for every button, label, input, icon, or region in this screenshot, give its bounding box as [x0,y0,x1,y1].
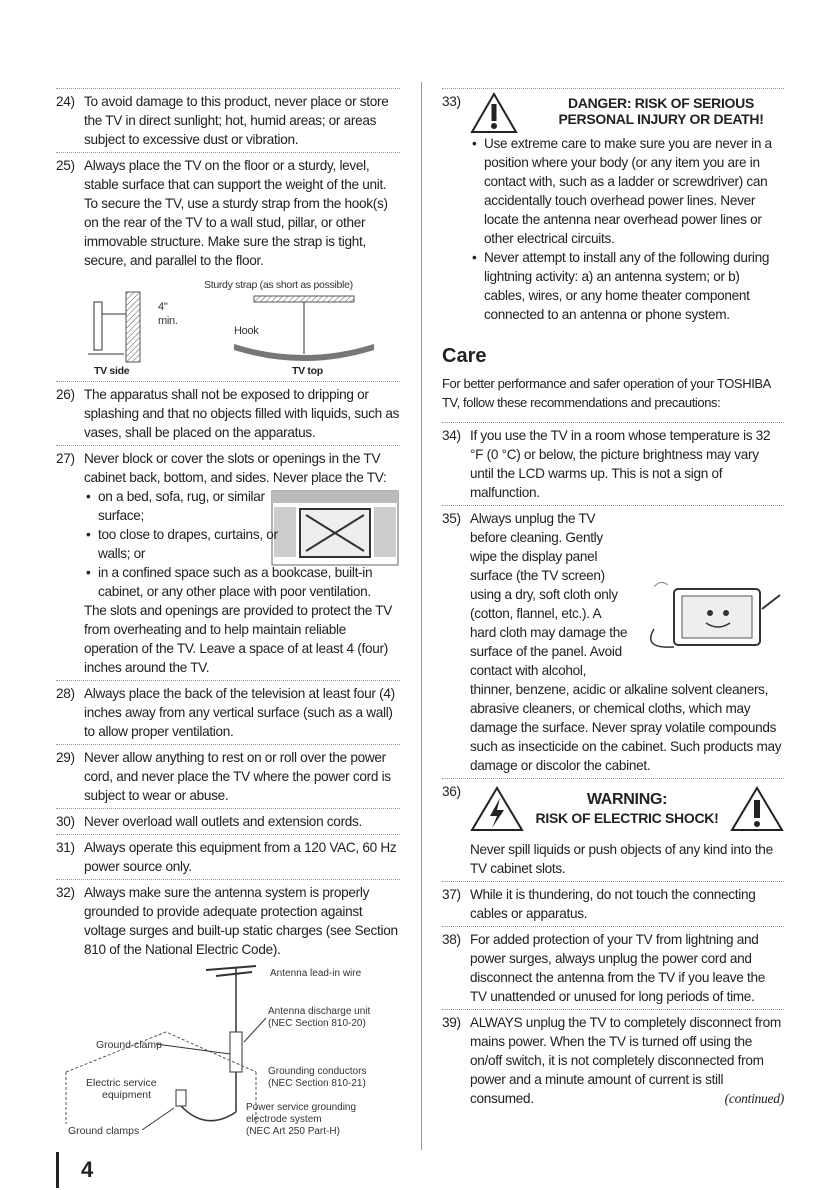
item-35 [442,505,784,778]
svg-text:equipment: equipment [102,1089,152,1101]
bullet-item: • on a bed, sofa, rug, or similar surface; [84,487,278,525]
item-number: 34) [442,428,461,443]
item-number: 26) [56,387,75,402]
item-number: 25) [56,158,75,173]
svg-text:Hook: Hook [234,325,259,337]
item-number: 24) [56,94,75,109]
discharge-unit-icon [230,1032,242,1072]
item-number: 37) [442,887,461,902]
item-text: Always operate this equipment from a 120 VAC, 60 Hz power source only. [84,840,397,874]
item-text: Never overload wall outlets and extension cords. [84,814,363,829]
item-29 [56,744,400,808]
item-text: Always place the TV on the floor or a sturdy, level, stable surface that can support the weight of the unit. To secure the TV, use a sturdy strap from the hook(s) on the rear of the TV to a wall stud, pillar, or other immovable structure. Make sure the strap is tight, secure, and parallel to the floor. [84,158,388,268]
bullet-item: • Never attempt to install any of the following during lightning activity: a) an antenna system; or b) cables, wires, or any home theater component connected to an antenna or phone system. [470,248,784,324]
wall-icon [126,292,140,362]
svg-text:(NEC Art 250 Part-H): (NEC Art 250 Part-H) [246,1126,340,1137]
item-31 [56,834,400,879]
item-text: While it is thundering, do not touch the connecting cables or apparatus. [470,887,756,921]
item-number: 28) [56,686,75,701]
care-intro: For better performance and safer operation of your TOSHIBA TV, follow these recommendations and precautions: [442,376,771,410]
item-text: Always place the back of the television at least four (4) inches away from any vertical surface (such as a wall) to allow proper ventilation. [84,686,395,739]
svg-text:(NEC Section 810-20): (NEC Section 810-20) [268,1018,366,1029]
item-38 [442,926,784,1009]
warning-exclamation-icon [730,786,784,832]
item-text: To avoid damage to this product, never place or store the TV in direct sunlight; hot, humid areas; or areas subject to excessive dust or vibration. [84,94,389,147]
wall-top-icon [254,296,354,302]
item-text: Never allow anything to rest on or roll over the power cord, and never place the TV where the power cord is subject to wear or abuse. [84,750,391,803]
item-26 [56,381,400,445]
item-text: The slots and openings are provided to protect the TV from overheating and to help maintain reliable operation of the TV. Leave a space of at least 4 (four) inches around the TV. [84,603,393,675]
item-number: 35) [442,511,461,526]
item-text: Always make sure the antenna system is properly grounded to provide adequate protection against voltage surges and built-up static charges (see Section 810 of the National Electric Code). [84,885,398,957]
item-27 [56,445,400,680]
svg-text:min.: min. [158,315,178,327]
svg-text:Grounding conductors: Grounding conductors [268,1066,367,1077]
item-number: 39) [442,1015,461,1030]
item-28 [56,680,400,744]
tv-side-icon [94,302,102,350]
item-36 [442,778,784,881]
bullet-item: • Use extreme care to make sure you are never in a position where your body (or any item you are in contact with, such as a ladder or screwdriver) can accidentally touch overhead power lines. Never locate the antenna near overhead power lines or other electrical circuits. [470,134,784,248]
item-39 [442,1009,784,1111]
danger-triangle-icon [470,92,518,134]
item-text: The apparatus shall not be exposed to dripping or splashing and that no objects filled with liquids, such as vases, shall be placed on the apparatus. [84,387,400,440]
item-33 [442,88,784,327]
left-column [56,88,400,1140]
care-heading: Care [442,345,487,367]
item-number: 33) [442,94,461,109]
item-24 [56,88,400,152]
item-text: For added protection of your TV from lightning and power surges, always unplug the power cord and disconnect the antenna from the TV if you leave the TV unattended or unused for long periods of time. [470,932,766,1004]
svg-text:Ground clamps: Ground clamps [68,1125,140,1137]
bullet-item: • in a confined space such as a bookcase, built-in cabinet, or any other place with poor ventilation. [84,563,400,601]
item-text: If you use the TV in a room whose temperature is 32 °F (0 °C) or below, the picture brightness may vary until the LCD warms up. This is not a sign of malfunction. [470,428,771,500]
page-number: 4 [56,1152,93,1188]
svg-text:Power service grounding: Power service grounding [246,1102,357,1113]
item-text: Always unplug the TV before cleaning. Gently wipe the display panel surface (the TV screen) using a dry, soft cloth only (cotton, flannel, etc.). A hard cloth may damage the surface of the panel. Avoid contact with alcohol, thinner, benzene, acidic or alkaline solvent cleaners, abrasive cleaners, or chemical cloths, which may damage the surface. Never spray volatile compounds such as insecticide on the cabinet. Such products may damage or discolor the cabinet. [470,511,782,773]
item-number: 27) [56,451,75,466]
svg-text:Antenna discharge unit: Antenna discharge unit [268,1006,371,1017]
svg-text:(NEC Section 810-21): (NEC Section 810-21) [268,1078,366,1089]
strap-label: Sturdy strap (as short as possible) [204,279,353,291]
item-number: 38) [442,932,461,947]
column-divider [421,82,422,1150]
item-number: 36) [442,784,461,799]
warning-title: WARNING: [586,791,668,808]
svg-text:Ground clamp: Ground clamp [96,1039,162,1051]
item-30 [56,808,400,834]
item-text: ALWAYS unplug the TV to completely disconnect from mains power. When the TV is turned off using the on/off switch, it is not completely disconnected from power and a minute amount of current is still consumed. [470,1015,781,1106]
item-34 [442,422,784,505]
svg-text:4": 4" [158,301,168,313]
bullet-item: • too close to drapes, curtains, or walls; or [84,525,278,563]
item-37 [442,881,784,926]
right-column [442,88,784,1111]
item-text: Never block or cover the slots or openings in the TV cabinet back, bottom, and sides. Never place the TV: [84,451,387,485]
tv-cleaning-illustration [634,569,784,665]
item-number: 32) [56,885,75,900]
item-number: 31) [56,840,75,855]
tv-strap-figure [84,274,400,378]
svg-text:Electric service: Electric service [86,1077,157,1089]
electric-shock-icon [470,786,524,832]
danger-title: DANGER: RISK OF SERIOUS [567,95,754,111]
svg-text:TV top: TV top [292,365,323,377]
svg-text:Antenna lead-in wire: Antenna lead-in wire [270,968,362,979]
danger-subtitle: PERSONAL INJURY OR DEATH! [558,111,764,127]
electric-service-icon [176,1090,186,1106]
svg-text:electrode system: electrode system [246,1114,322,1125]
item-32 [56,879,400,962]
svg-text:TV side: TV side [94,365,130,377]
bookcase-illustration [270,489,400,567]
warning-subtitle: RISK OF ELECTRIC SHOCK! [535,810,719,826]
antenna-grounding-diagram [56,962,400,1140]
item-number: 29) [56,750,75,765]
item-number: 30) [56,814,75,829]
item-25 [56,152,400,381]
item-text: Never spill liquids or push objects of any kind into the TV cabinet slots. [470,842,773,876]
continued-label: (continued) [724,1091,784,1106]
